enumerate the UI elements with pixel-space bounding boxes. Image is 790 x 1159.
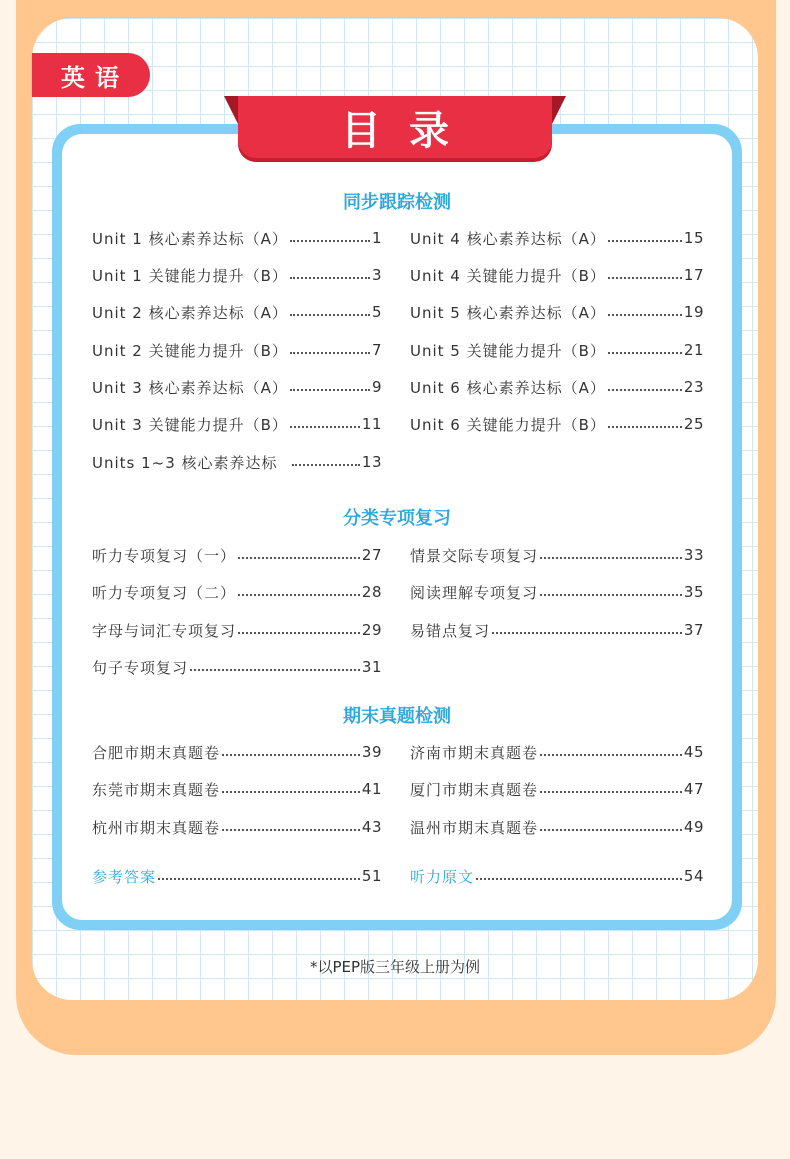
toc-entry[interactable]: Unit 3 关键能力提升（B） 11 — [92, 415, 382, 434]
dot-leader — [290, 314, 370, 316]
toc-entry[interactable]: Unit 6 关键能力提升（B） 25 — [410, 415, 704, 434]
dot-leader — [540, 754, 682, 756]
title-banner — [238, 96, 552, 158]
edition-note: *以PEP版三年级上册为例 — [309, 958, 481, 976]
dot-leader — [292, 464, 360, 466]
section-title-final: 期末真题检测 — [343, 706, 451, 727]
dot-leader — [290, 389, 370, 391]
dot-leader — [222, 754, 360, 756]
toc-entry[interactable]: Unit 4 关键能力提升（B） 17 — [410, 266, 704, 285]
toc-entry[interactable]: Unit 5 核心素养达标（A） 19 — [410, 303, 704, 322]
toc-entry[interactable]: Units 1~3 核心素养达标 13 — [92, 453, 382, 472]
toc-entry[interactable]: 字母与词汇专项复习 29 — [92, 621, 382, 640]
dot-leader — [190, 669, 360, 671]
toc-entry[interactable]: Unit 2 核心素养达标（A） 5 — [92, 303, 382, 322]
toc-entry[interactable]: 合肥市期末真题卷 39 — [92, 743, 382, 762]
dot-leader — [238, 594, 360, 596]
dot-leader — [222, 791, 360, 793]
toc-entry[interactable]: 东莞市期末真题卷 41 — [92, 780, 382, 799]
toc-entry[interactable]: Unit 2 关键能力提升（B） 7 — [92, 341, 382, 360]
dot-leader — [476, 878, 682, 880]
toc-entry[interactable]: Unit 5 关键能力提升（B） 21 — [410, 341, 704, 360]
dot-leader — [540, 791, 682, 793]
dot-leader — [290, 277, 370, 279]
toc-entry[interactable]: 听力专项复习（二） 28 — [92, 583, 382, 602]
dot-leader — [608, 389, 682, 391]
dot-leader — [608, 426, 682, 428]
dot-leader — [540, 594, 682, 596]
dot-leader — [290, 352, 370, 354]
dot-leader — [608, 240, 682, 242]
section-title-sync: 同步跟踪检测 — [343, 192, 451, 213]
toc-entry[interactable]: 济南市期末真题卷 45 — [410, 743, 704, 762]
dot-leader — [158, 878, 360, 880]
dot-leader — [540, 557, 682, 559]
toc-entry-answers[interactable]: 参考答案 51 — [92, 867, 382, 886]
dot-leader — [608, 352, 682, 354]
toc-entry[interactable]: Unit 1 关键能力提升（B） 3 — [92, 266, 382, 285]
dot-leader — [290, 240, 370, 242]
toc-entry[interactable]: 情景交际专项复习 33 — [410, 546, 704, 565]
toc-entry[interactable]: 听力专项复习（一） 27 — [92, 546, 382, 565]
dot-leader — [608, 277, 682, 279]
dot-leader — [238, 557, 360, 559]
dot-leader — [222, 829, 360, 831]
toc-entry[interactable]: 杭州市期末真题卷 43 — [92, 818, 382, 837]
dot-leader — [290, 426, 360, 428]
toc-entry[interactable]: Unit 3 核心素养达标（A） 9 — [92, 378, 382, 397]
toc-entry[interactable]: 句子专项复习 31 — [92, 658, 382, 677]
toc-entry[interactable]: 易错点复习 37 — [410, 621, 704, 640]
dot-leader — [608, 314, 682, 316]
toc-entry[interactable]: 厦门市期末真题卷 47 — [410, 780, 704, 799]
toc-entry[interactable]: Unit 1 核心素养达标（A） 1 — [92, 229, 382, 248]
dot-leader — [540, 829, 682, 831]
section-title-review: 分类专项复习 — [343, 508, 451, 529]
page-title: 目录 — [341, 107, 477, 154]
toc-entry[interactable]: 温州市期末真题卷 49 — [410, 818, 704, 837]
subject-label: 英语 — [61, 63, 129, 92]
banner-fold-right — [550, 96, 566, 128]
toc-entry[interactable]: 阅读理解专项复习 35 — [410, 583, 704, 602]
toc-entry-listening-script[interactable]: 听力原文 54 — [410, 867, 704, 886]
toc-entry[interactable]: Unit 6 核心素养达标（A） 23 — [410, 378, 704, 397]
dot-leader — [238, 632, 360, 634]
dot-leader — [492, 632, 682, 634]
subject-tab — [32, 53, 150, 97]
toc-entry[interactable]: Unit 4 核心素养达标（A） 15 — [410, 229, 704, 248]
